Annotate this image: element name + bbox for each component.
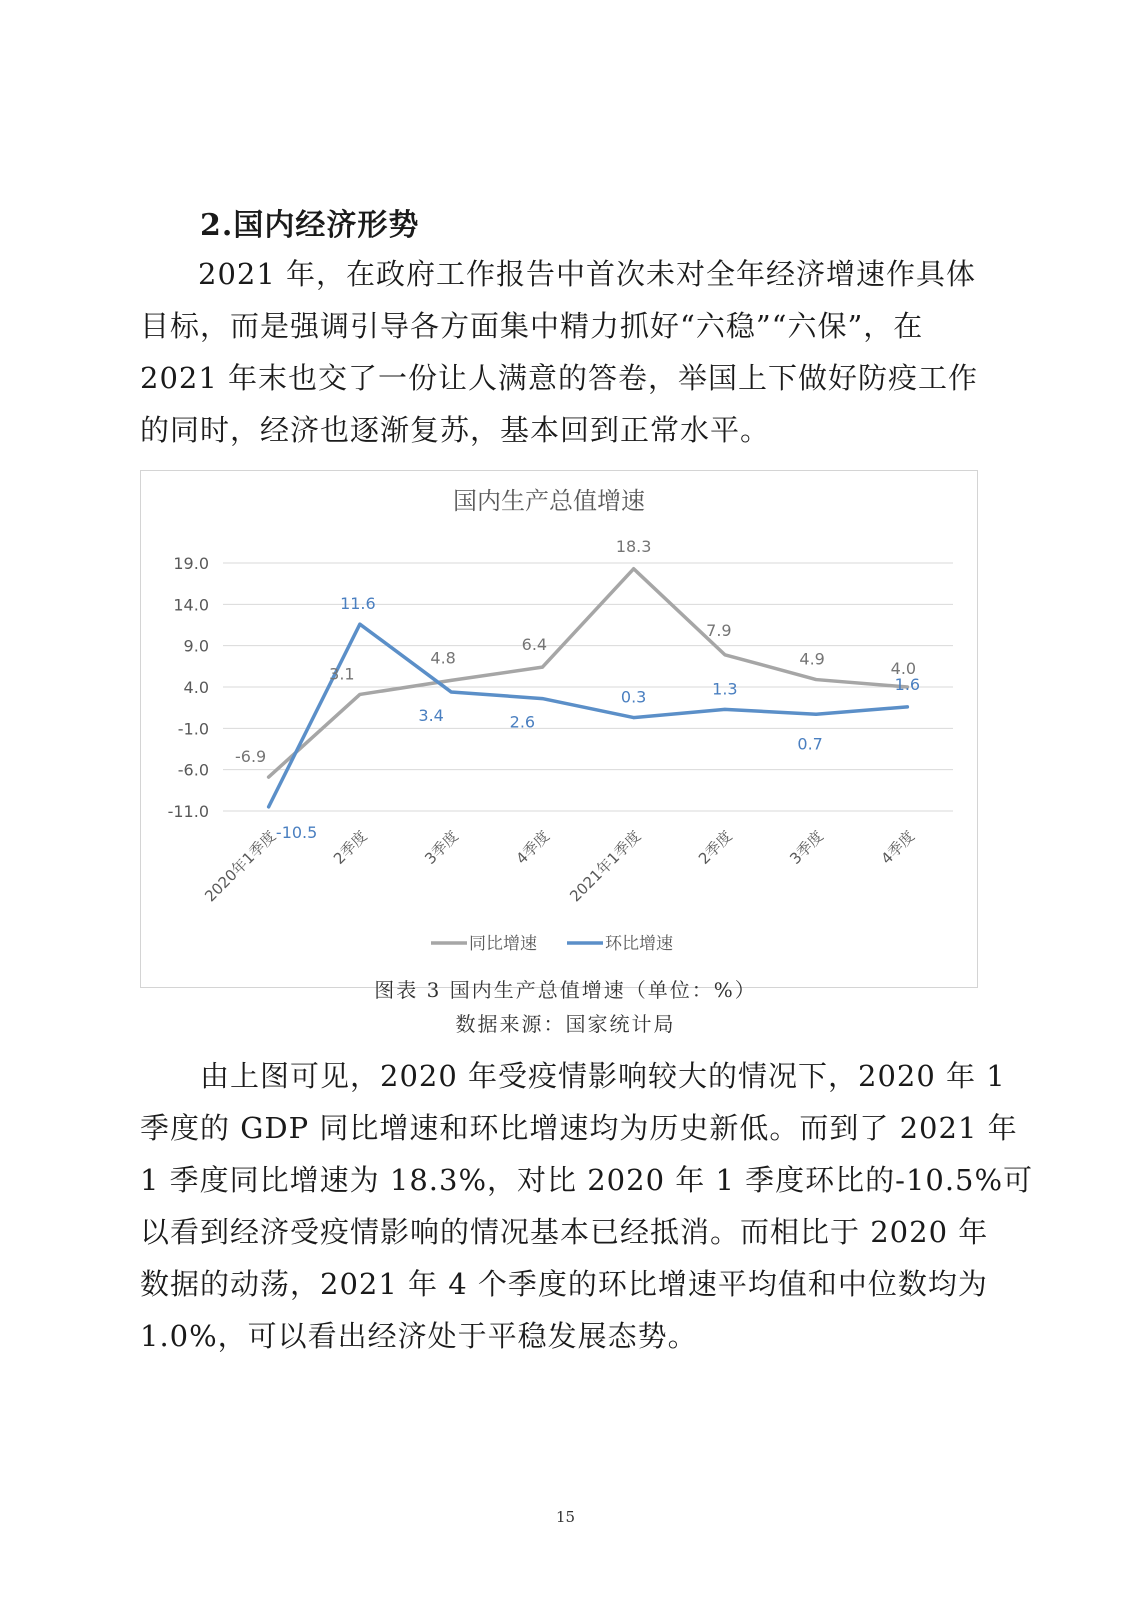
page-number: 15 — [555, 1508, 576, 1526]
y-tick-label: 9.0 — [183, 636, 209, 656]
data-point — [541, 666, 544, 669]
data-label: 3.4 — [418, 705, 444, 725]
y-tick-label: 4.0 — [183, 678, 209, 697]
data-label: 18.3 — [615, 536, 652, 556]
intro-line: 目标，而是强调引导各方面集中精力抓好“六稳”“六保”，在 — [140, 309, 924, 343]
intro-line: 2021 年，在政府工作报告中首次未对全年经济增速作具体 — [198, 257, 977, 291]
data-point — [723, 653, 726, 656]
data-label: 4.0 — [890, 659, 917, 678]
data-label: -6.9 — [235, 747, 267, 767]
section-heading: 2.国内经济形势 — [200, 208, 420, 243]
data-point — [906, 705, 909, 708]
x-tick-label: 2020年1季度 — [201, 827, 280, 906]
data-label: 4.8 — [430, 648, 456, 668]
data-point — [358, 623, 361, 626]
y-tick-label: -6.0 — [177, 760, 209, 780]
data-point — [267, 776, 270, 779]
chart-canvas — [141, 471, 977, 987]
data-label: 3.1 — [329, 664, 355, 684]
x-tick-label: 2季度 — [330, 827, 371, 868]
x-tick-label: 2季度 — [695, 827, 736, 868]
analysis-line: 以看到经济受疫情影响的情况基本已经抵消。而相比于 2020 年 — [140, 1215, 989, 1249]
data-label: 6.4 — [521, 635, 548, 655]
data-label: 11.6 — [340, 594, 376, 614]
data-point — [450, 690, 453, 693]
figure-source: 数据来源：国家统计局 — [455, 1012, 676, 1036]
data-point — [815, 713, 818, 716]
chart-title: 国内生产总值增速 — [453, 487, 645, 515]
analysis-line: 1.0%，可以看出经济处于平稳发展态势。 — [140, 1319, 698, 1353]
x-tick-label: 3季度 — [786, 827, 827, 868]
data-label: 1.3 — [712, 679, 738, 699]
data-label: 2.6 — [509, 712, 536, 732]
data-label: 7.9 — [706, 620, 732, 640]
data-point — [358, 693, 361, 696]
x-tick-label: 4季度 — [512, 827, 554, 868]
y-tick-label: 19.0 — [173, 554, 209, 573]
data-point — [723, 708, 726, 711]
analysis-line: 由上图可见，2020 年受疫情影响较大的情况下，2020 年 1 — [200, 1059, 1006, 1093]
figure-caption: 图表 3 国内生产总值增速（单位：%） — [374, 978, 757, 1002]
data-point — [815, 678, 818, 681]
data-label: 0.3 — [620, 687, 647, 707]
data-label: 0.7 — [797, 734, 823, 754]
analysis-line: 季度的 GDP 同比增速和环比增速均为历史新低。而到了 2021 年 — [140, 1111, 1018, 1145]
y-tick-label: 14.0 — [173, 595, 209, 615]
legend-label: 环比增速 — [605, 934, 673, 954]
analysis-line: 1 季度同比增速为 18.3%，对比 2020 年 1 季度环比的-10.5%可 — [140, 1163, 1034, 1197]
y-tick-label: -11.0 — [167, 802, 209, 821]
data-point — [632, 567, 635, 570]
legend-label: 同比增速 — [469, 934, 537, 954]
intro-line: 2021 年末也交了一份让人满意的答卷，举国上下做好防疫工作 — [140, 361, 979, 395]
data-point — [267, 805, 270, 808]
data-point — [450, 679, 453, 682]
x-tick-label: 4季度 — [877, 827, 919, 868]
analysis-line: 数据的动荡，2021 年 4 个季度的环比增速平均值和中位数均为 — [140, 1267, 988, 1301]
gdp-growth-chart — [140, 470, 978, 988]
y-tick-label: -1.0 — [177, 719, 209, 739]
data-point — [632, 716, 635, 719]
data-label: 1.6 — [894, 674, 921, 694]
x-tick-label: 2021年1季度 — [566, 827, 645, 906]
data-point — [541, 697, 544, 700]
intro-line: 的同时，经济也逐渐复苏，基本回到正常水平。 — [140, 413, 771, 447]
data-label: 4.9 — [799, 649, 825, 669]
data-label: -10.5 — [275, 822, 318, 842]
x-tick-label: 3季度 — [421, 827, 462, 868]
